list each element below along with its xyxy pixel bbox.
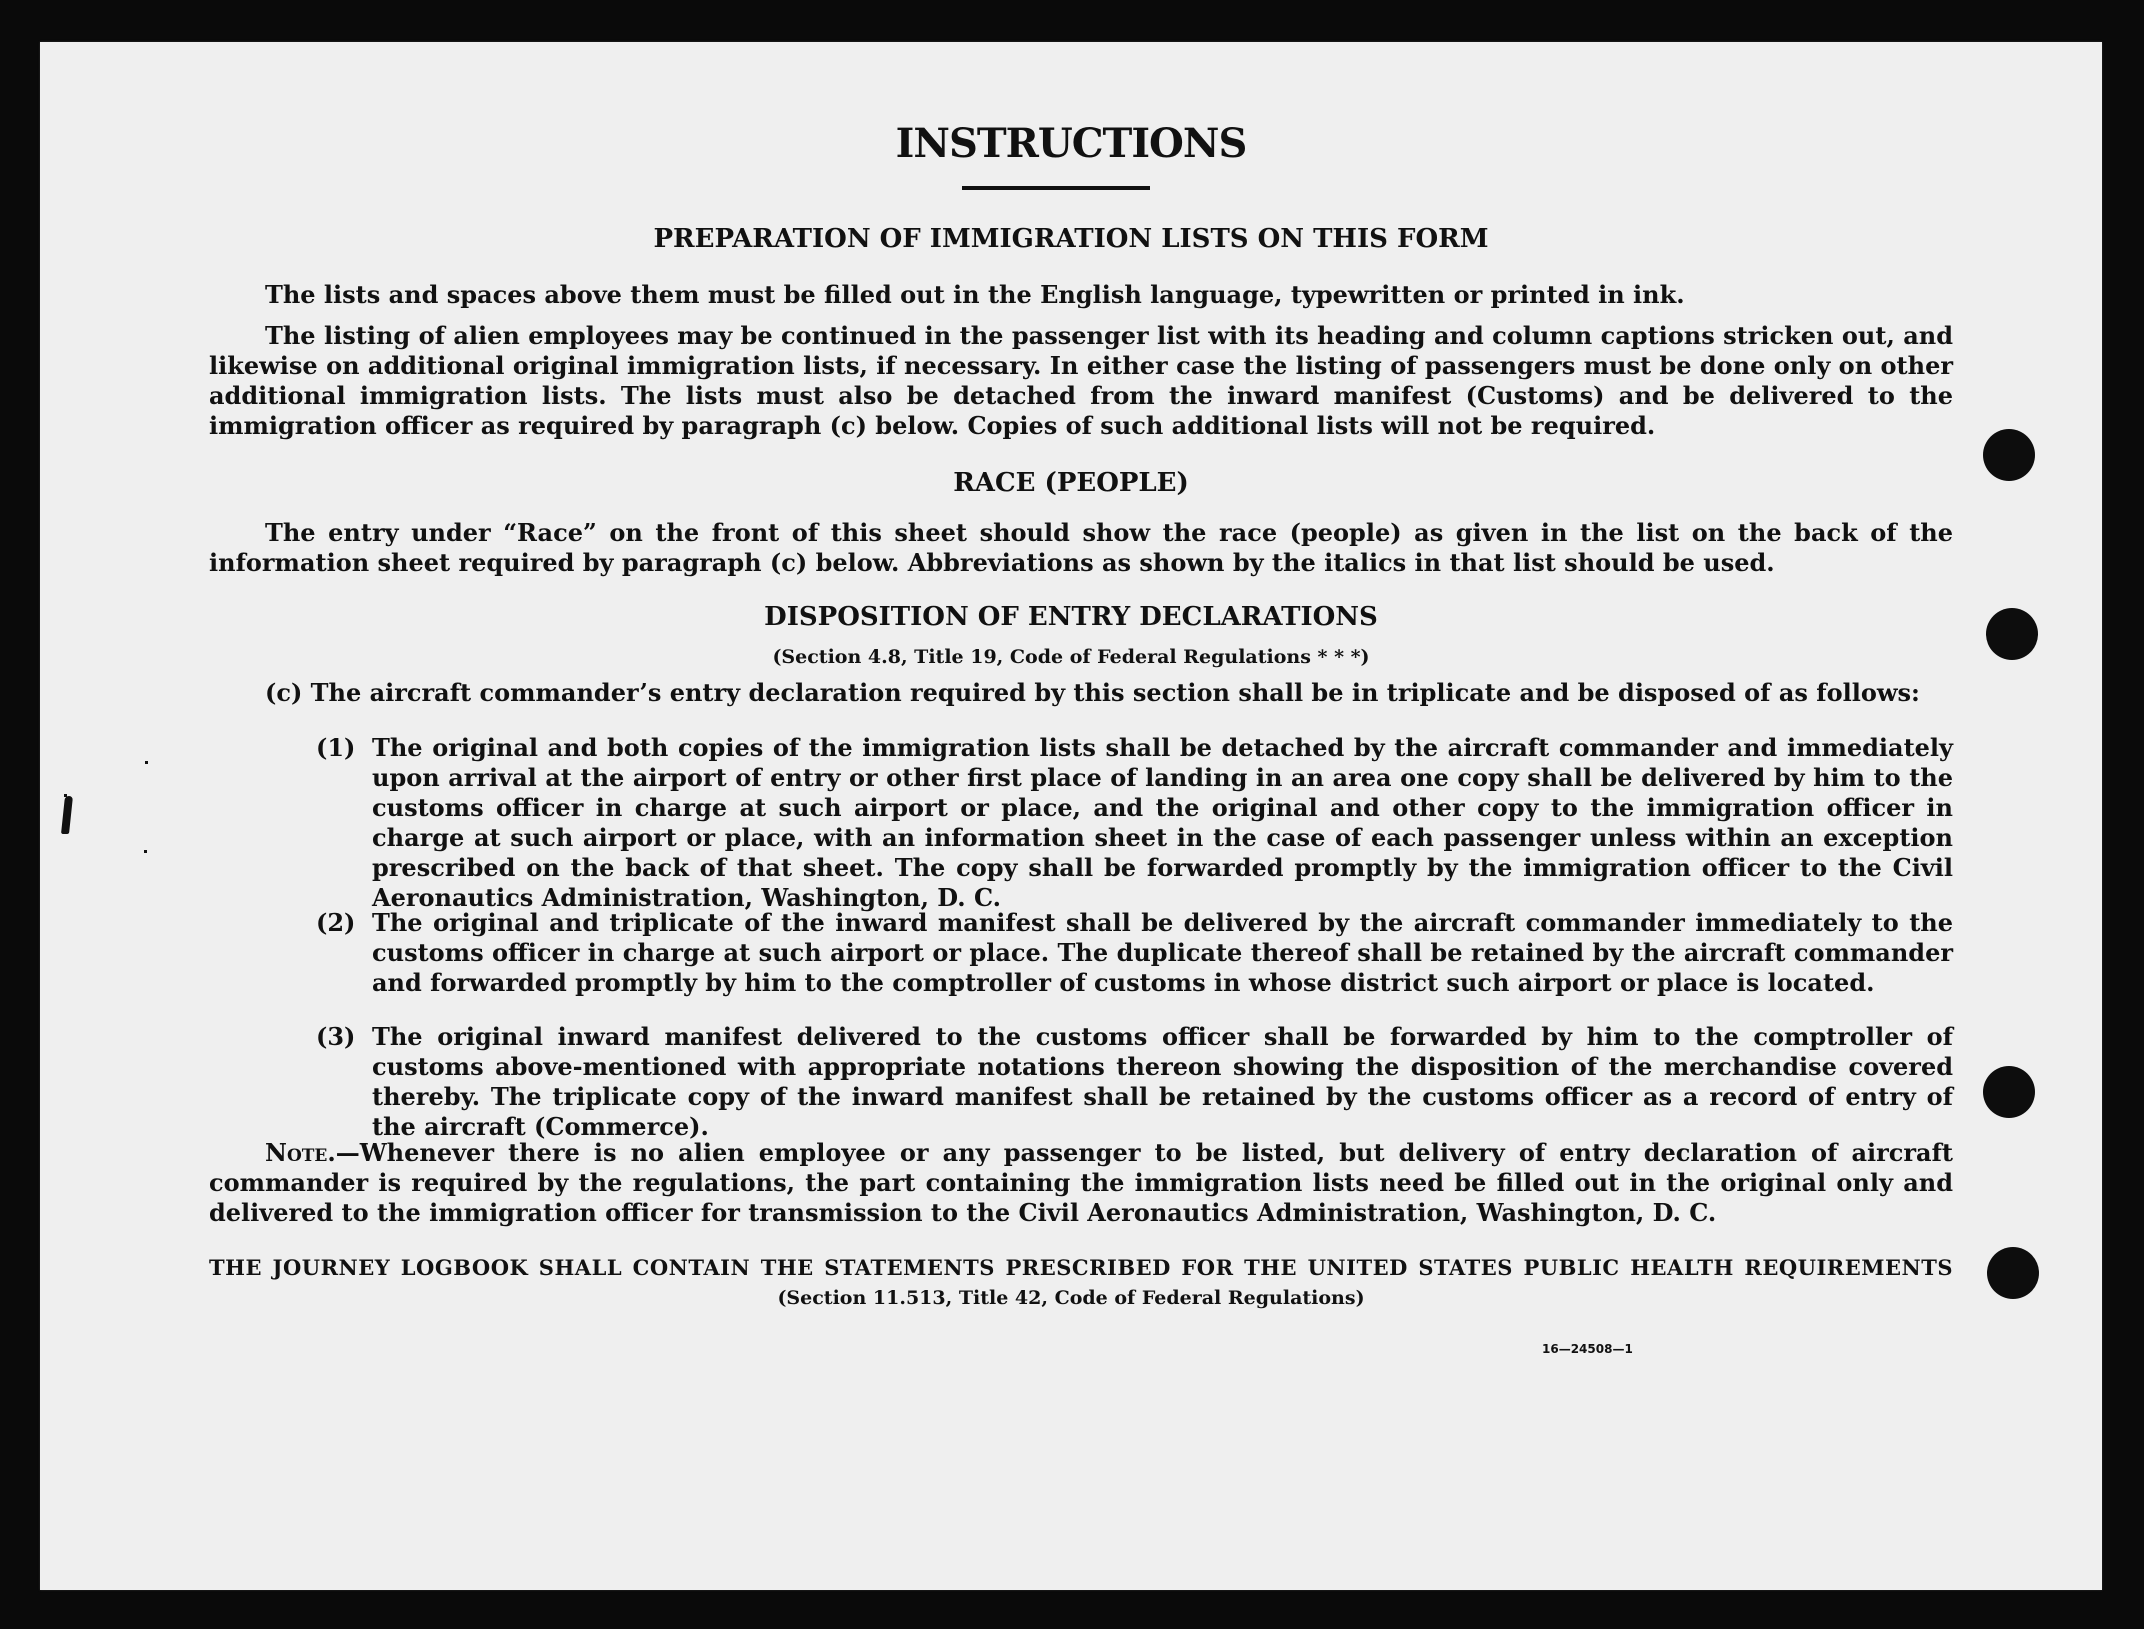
section-heading-race: RACE (PEOPLE) [953, 468, 1189, 498]
note-label: Note. [265, 1138, 336, 1167]
punch-hole [1986, 608, 2038, 660]
section-heading-disposition: DISPOSITION OF ENTRY DECLARATIONS [764, 602, 1378, 632]
item-text: The original and triplicate of the inward manifest shall be delivered by the aircraft commander immediately to the customs officer in charge at such airport or place. The duplicate thereof shall be retained by the aircraft commander and forwarded promptly by him to the comptroller of customs in whose district such airport or place is located. [372, 908, 1953, 997]
form-number: 16—24508—1 [1542, 1342, 1633, 1356]
paragraph-c-intro: (c) The aircraft commander’s entry declaration required by this section shall be in triplicate and be disposed of as follows: [265, 678, 1920, 707]
list-item [316, 733, 1953, 913]
paragraph-race-entry: The entry under “Race” on the front of this sheet should show the race (people) as given in the list on the back of the information sheet required by paragraph (c) below. Abbreviations as shown by the italics in that list should be used. [209, 518, 1953, 577]
section-citation: (Section 4.8, Title 19, Code of Federal Regulations * * *) [772, 646, 1370, 668]
public-health-citation: (Section 11.513, Title 42, Code of Federal Regulations) [777, 1287, 1365, 1309]
list-item [316, 908, 1953, 998]
stray-mark [144, 850, 147, 853]
paragraph-alien-employees: The listing of alien employees may be continued in the passenger list with its heading and column captions stricken out, and likewise on additional original immigration lists, if necessary. In either case the listing of passengers must be done only on other additional immigration lists. The lists must also be detached from the inward manifest (Customs) and be delivered to the immigration officer as required by paragraph (c) below. Copies of such additional lists will not be required. [209, 321, 1953, 440]
note-paragraph [209, 1138, 1953, 1228]
title-underline [962, 186, 1150, 190]
stray-mark [61, 796, 73, 834]
item-number: (2) [316, 908, 356, 937]
item-number: (3) [316, 1022, 356, 1051]
public-health-statement: THE JOURNEY LOGBOOK SHALL CONTAIN THE STATEMENTS PRESCRIBED FOR THE UNITED STATES PUBLIC HEALTH REQUIREMENTS [209, 1255, 1953, 1280]
punch-hole [1983, 1066, 2035, 1118]
item-text: The original and both copies of the immigration lists shall be detached by the aircraft commander and immediately upon arrival at the airport of entry or other first place of landing in an area one copy shall be delivered by him to the customs officer in charge at such airport or place, and the original and other copy to the immigration officer in charge at such airport or place, with an information sheet in the case of each passenger unless within an exception prescribed on the back of that sheet. The copy shall be forwarded promptly by the immigration officer to the Civil Aeronautics Administration, Washington, D. C. [372, 733, 1953, 912]
form-sheet [40, 42, 2102, 1590]
stray-mark [145, 761, 148, 764]
list-item [316, 1022, 1953, 1142]
paragraph-english-language: The lists and spaces above them must be filled out in the English language, typewritten or printed in ink. [265, 280, 1685, 309]
page-title: INSTRUCTIONS [895, 120, 1247, 167]
punch-hole [1987, 1247, 2039, 1299]
note-text: —Whenever there is no alien employee or any passenger to be listed, but delivery of entry declaration of aircraft commander is required by the regulations, the part containing the immigration lists need be filled out in the original only and delivered to the immigration officer for transmission to the Civil Aeronautics Administration, Washington, D. C. [209, 1138, 1953, 1227]
item-number: (1) [316, 733, 356, 762]
punch-hole [1983, 429, 2035, 481]
item-text: The original inward manifest delivered to the customs officer shall be forwarded by him to the comptroller of customs above-mentioned with appropriate notations thereon showing the disposition of the merchandise covered thereby. The triplicate copy of the inward manifest shall be retained by the customs officer as a record of entry of the aircraft (Commerce). [372, 1022, 1953, 1141]
section-heading-preparation: PREPARATION OF IMMIGRATION LISTS ON THIS FORM [653, 224, 1489, 254]
